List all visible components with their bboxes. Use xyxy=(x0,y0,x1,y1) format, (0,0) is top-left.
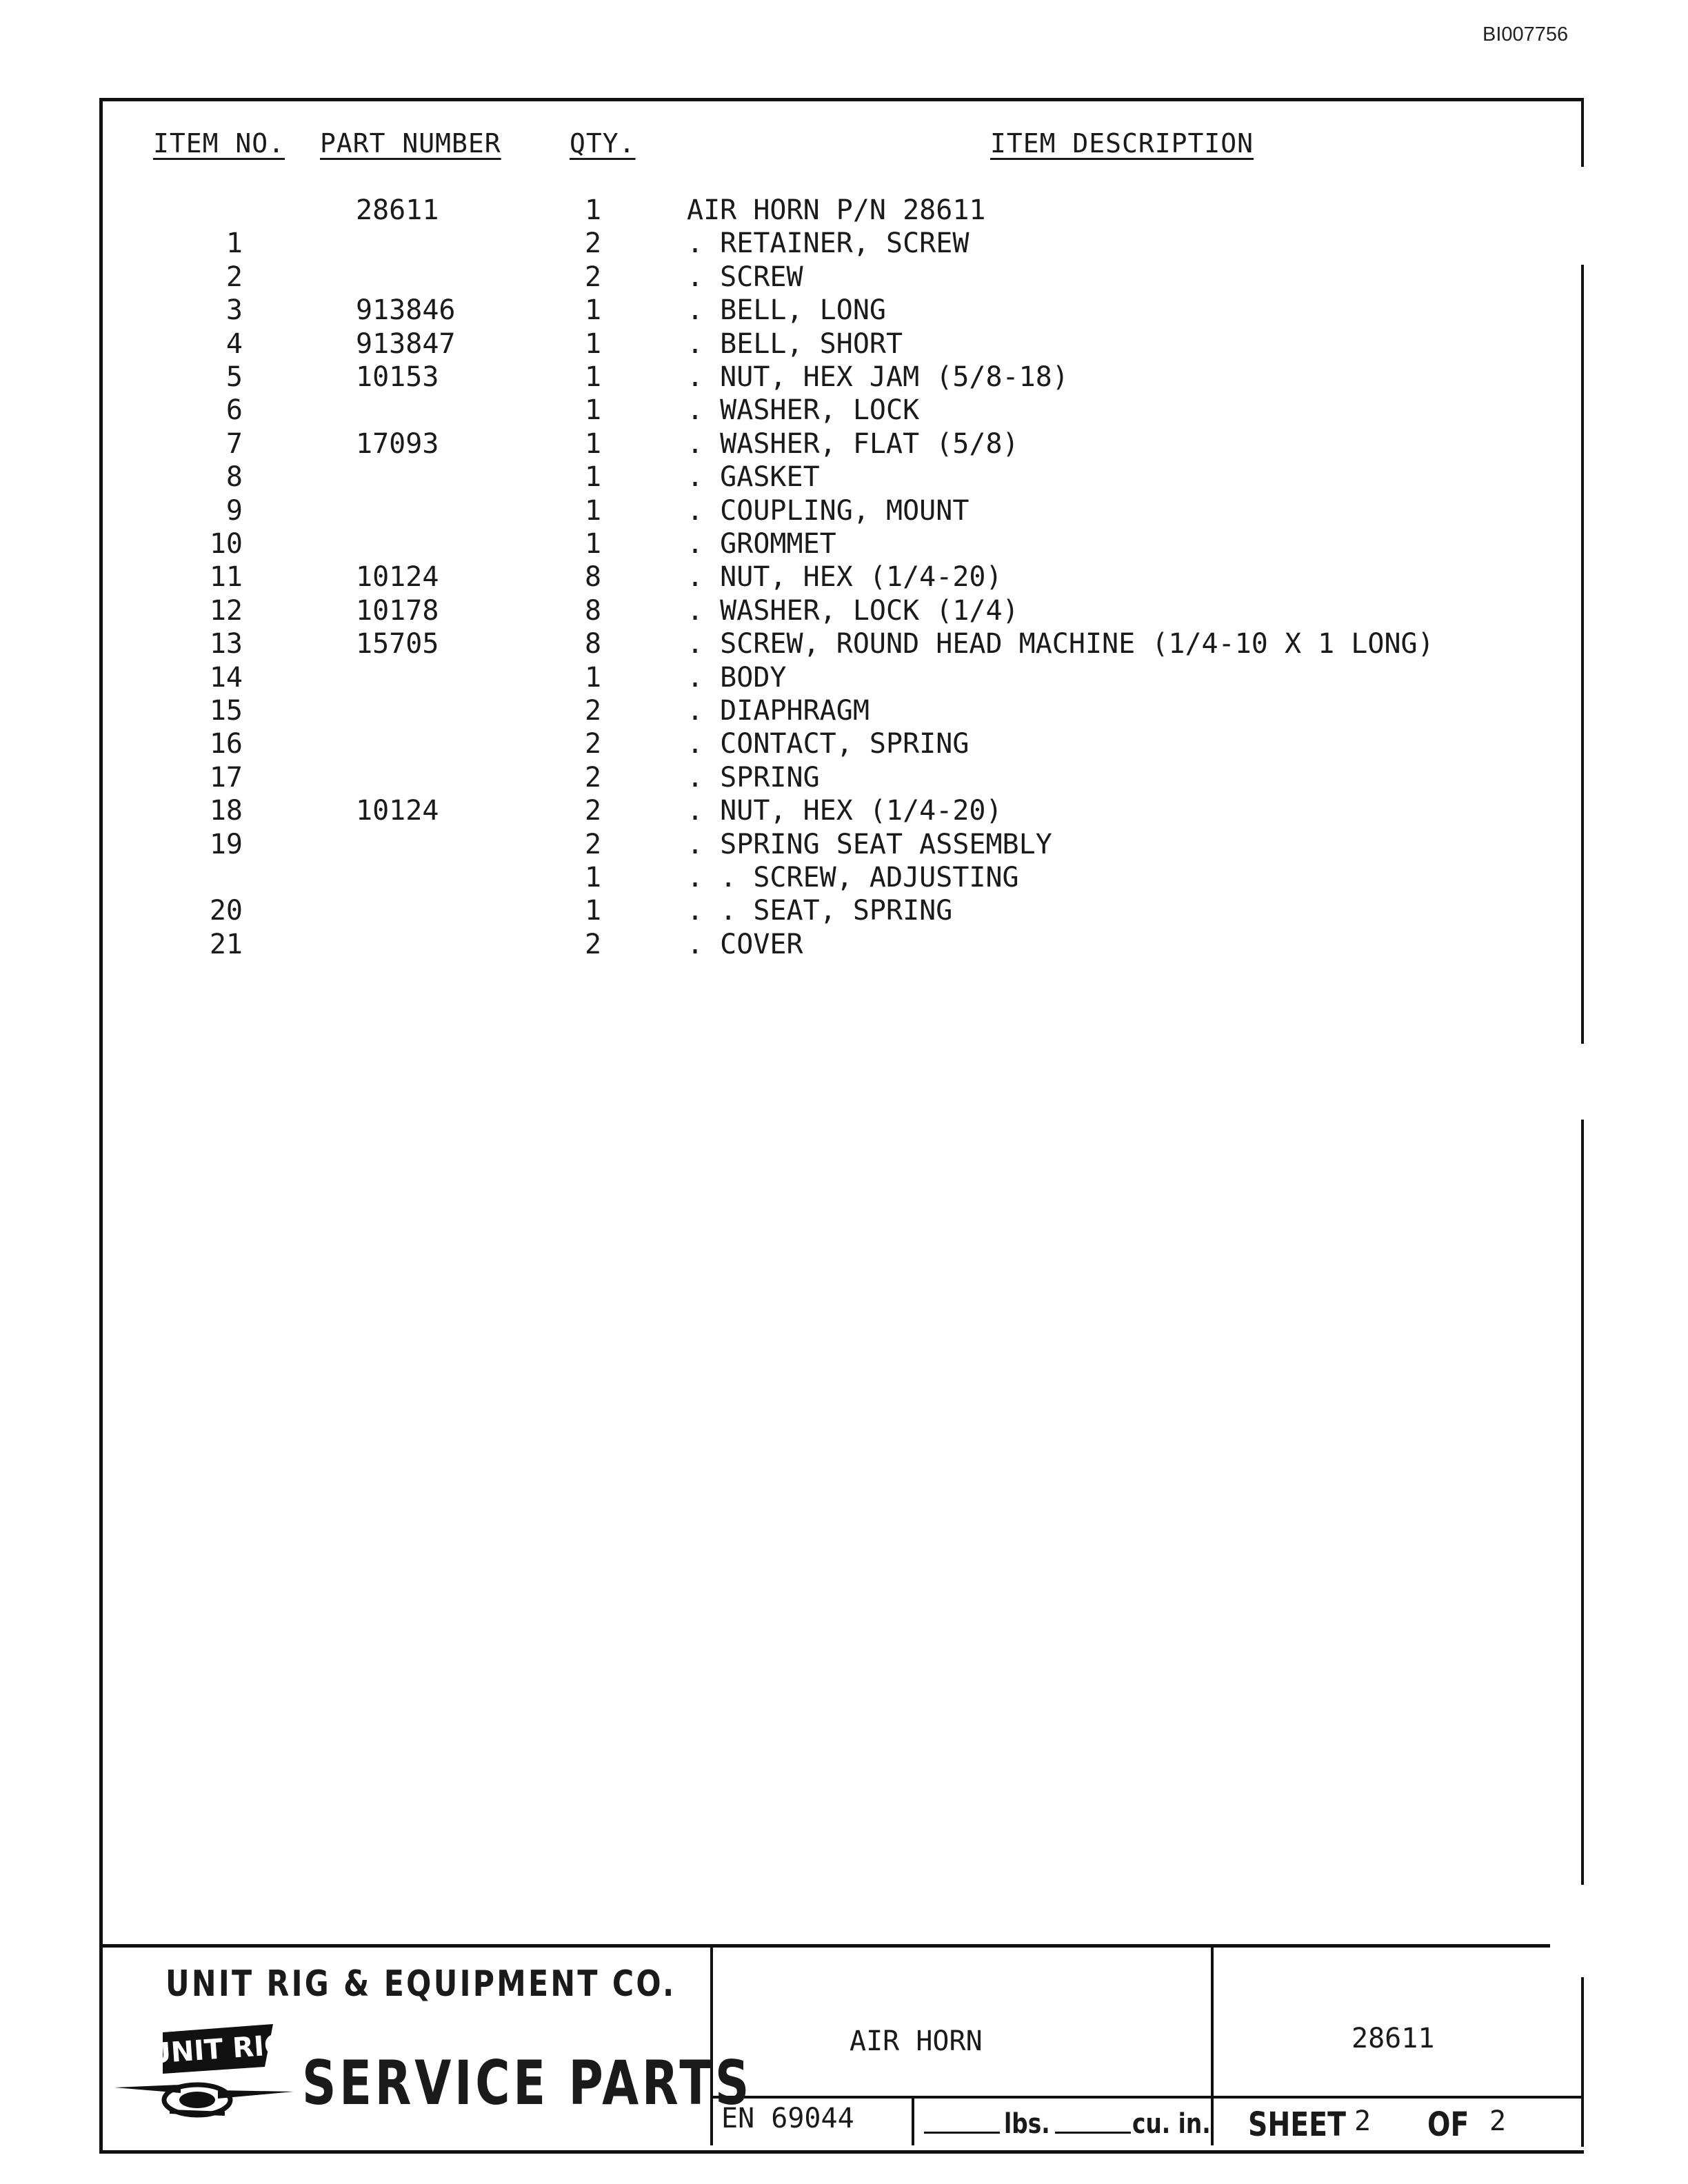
quantity-cell: 1 xyxy=(584,661,602,694)
document-id: BI007756 xyxy=(1483,23,1569,46)
part-number-cell: 10124 xyxy=(356,561,439,594)
item-number: 10 xyxy=(209,528,243,560)
table-row xyxy=(0,795,1688,828)
quantity-cell: 2 xyxy=(584,761,602,793)
part-number: 28611 xyxy=(1352,2023,1435,2054)
description-cell: . SPRING SEAT ASSEMBLY xyxy=(687,828,1052,860)
quantity-cell: 2 xyxy=(584,228,602,260)
header-part-number: PART NUMBER xyxy=(320,128,501,159)
table-row xyxy=(0,662,1688,695)
part-number-cell: 10178 xyxy=(356,594,439,627)
description-cell: . COVER xyxy=(687,928,803,960)
item-number: 2 xyxy=(225,261,243,293)
item-number: 16 xyxy=(209,728,243,760)
table-row xyxy=(0,595,1688,628)
description-cell: . CONTACT, SPRING xyxy=(687,728,969,760)
description-cell: . NUT, HEX (1/4-20) xyxy=(687,795,1003,827)
description-cell: . WASHER, LOCK (1/4) xyxy=(687,594,1019,627)
table-row xyxy=(0,628,1688,661)
description-cell: . DIAPHRAGM xyxy=(687,695,870,727)
part-number-cell: 913847 xyxy=(356,327,456,360)
title-block-divider xyxy=(912,2097,914,2145)
table-row xyxy=(0,695,1688,728)
description-cell: . RETAINER, SCREW xyxy=(687,228,969,260)
description-cell: . WASHER, FLAT (5/8) xyxy=(687,427,1019,460)
sheet-number: 2 xyxy=(1354,2105,1372,2137)
quantity-cell: 2 xyxy=(584,261,602,293)
description-cell: . WASHER, LOCK xyxy=(687,394,920,427)
of-label: OF xyxy=(1427,2105,1469,2144)
quantity-cell: 1 xyxy=(584,862,602,893)
item-number: 1 xyxy=(225,228,243,260)
title-block-divider xyxy=(710,2096,1582,2099)
right-border-segment xyxy=(1581,1120,1584,1885)
part-number-cell: 28611 xyxy=(356,194,439,226)
quantity-cell: 1 xyxy=(584,427,602,460)
item-number: 11 xyxy=(209,561,243,594)
description-cell: . GROMMET xyxy=(687,528,836,560)
header-item-no: ITEM NO. xyxy=(153,128,285,159)
item-number: 4 xyxy=(225,327,243,360)
table-row xyxy=(0,561,1688,594)
unit-rig-logo xyxy=(114,2019,301,2136)
item-number: 3 xyxy=(225,294,243,327)
table-row xyxy=(0,394,1688,427)
quantity-cell: 1 xyxy=(584,528,602,560)
sheet-label: SHEET xyxy=(1248,2105,1346,2144)
table-row xyxy=(0,495,1688,528)
description-cell: . BELL, LONG xyxy=(687,294,886,327)
item-number: 12 xyxy=(209,594,243,627)
table-row xyxy=(0,428,1688,461)
quantity-cell: 8 xyxy=(584,594,602,627)
item-number: 14 xyxy=(209,661,243,694)
description-cell: . . SCREW, ADJUSTING xyxy=(687,862,1019,893)
description-cell: . SCREW, ROUND HEAD MACHINE (1/4-10 X 1 LONG) xyxy=(687,628,1434,660)
description-cell: . BODY xyxy=(687,661,787,694)
description-cell: AIR HORN P/N 28611 xyxy=(687,194,986,226)
part-number-cell: 10124 xyxy=(356,795,439,827)
quantity-cell: 1 xyxy=(584,895,602,927)
table-row xyxy=(0,194,1688,228)
table-row xyxy=(0,228,1688,261)
item-number: 19 xyxy=(209,828,243,860)
table-row xyxy=(0,895,1688,928)
description-cell: . NUT, HEX (1/4-20) xyxy=(687,561,1003,594)
item-number: 17 xyxy=(209,761,243,793)
header-qty: QTY. xyxy=(570,128,636,159)
item-number: 9 xyxy=(225,494,243,527)
quantity-cell: 1 xyxy=(584,394,602,427)
table-row xyxy=(0,461,1688,494)
logo-text: UNIT RIG xyxy=(148,2029,288,2070)
description-cell: . COUPLING, MOUNT xyxy=(687,494,969,527)
quantity-cell: 1 xyxy=(584,194,602,226)
part-number-cell: 913846 xyxy=(356,294,456,327)
table-row xyxy=(0,328,1688,361)
company-name: UNIT RIG & EQUIPMENT CO. xyxy=(165,1963,676,2005)
table-row xyxy=(0,762,1688,795)
header-item-description: ITEM DESCRIPTION xyxy=(990,128,1254,159)
item-number: 15 xyxy=(209,695,243,727)
part-number-cell: 10153 xyxy=(356,361,439,393)
engineering-number: EN 69044 xyxy=(721,2103,854,2134)
quantity-cell: 2 xyxy=(584,695,602,727)
table-row xyxy=(0,829,1688,862)
part-number-cell: 17093 xyxy=(356,427,439,460)
table-row xyxy=(0,728,1688,761)
item-number: 21 xyxy=(209,928,243,960)
part-number-cell: 15705 xyxy=(356,628,439,660)
table-row xyxy=(0,929,1688,962)
quantity-cell: 8 xyxy=(584,561,602,594)
quantity-cell: 8 xyxy=(584,628,602,660)
item-number: 18 xyxy=(209,795,243,827)
description-cell: . GASKET xyxy=(687,461,820,494)
quantity-cell: 2 xyxy=(584,795,602,827)
title-block-divider xyxy=(1211,1945,1214,2145)
quantity-cell: 1 xyxy=(584,361,602,393)
quantity-cell: 2 xyxy=(584,828,602,860)
right-border-segment xyxy=(1581,1977,1584,2147)
description-cell: . SPRING xyxy=(687,761,820,793)
quantity-cell: 2 xyxy=(584,928,602,960)
right-border-segment xyxy=(1581,98,1584,167)
quantity-cell: 1 xyxy=(584,327,602,360)
part-title: AIR HORN xyxy=(850,2025,983,2057)
description-cell: . SCREW xyxy=(687,261,803,293)
table-row xyxy=(0,361,1688,394)
description-cell: . . SEAT, SPRING xyxy=(687,895,953,927)
sheet-total: 2 xyxy=(1489,2105,1507,2137)
table-row xyxy=(0,294,1688,327)
description-cell: . BELL, SHORT xyxy=(687,327,903,360)
cu-in-label: cu. in. xyxy=(1132,2108,1211,2140)
weight-blank xyxy=(924,2132,1000,2134)
table-row xyxy=(0,261,1688,294)
description-cell: . NUT, HEX JAM (5/8-18) xyxy=(687,361,1069,393)
volume-blank xyxy=(1055,2132,1131,2134)
quantity-cell: 1 xyxy=(584,494,602,527)
item-number: 5 xyxy=(225,361,243,393)
title-block-top-rule xyxy=(99,1944,1550,1948)
table-row xyxy=(0,528,1688,561)
service-parts-title: SERVICE PARTS xyxy=(302,2048,752,2119)
item-number: 6 xyxy=(225,394,243,427)
quantity-cell: 2 xyxy=(584,728,602,760)
table-row xyxy=(0,862,1688,895)
item-number: 13 xyxy=(209,628,243,660)
item-number: 7 xyxy=(225,427,243,460)
item-number: 20 xyxy=(209,895,243,927)
item-number: 8 xyxy=(225,461,243,494)
quantity-cell: 1 xyxy=(584,461,602,494)
lbs-label: lbs. xyxy=(1004,2108,1050,2140)
quantity-cell: 1 xyxy=(584,294,602,327)
